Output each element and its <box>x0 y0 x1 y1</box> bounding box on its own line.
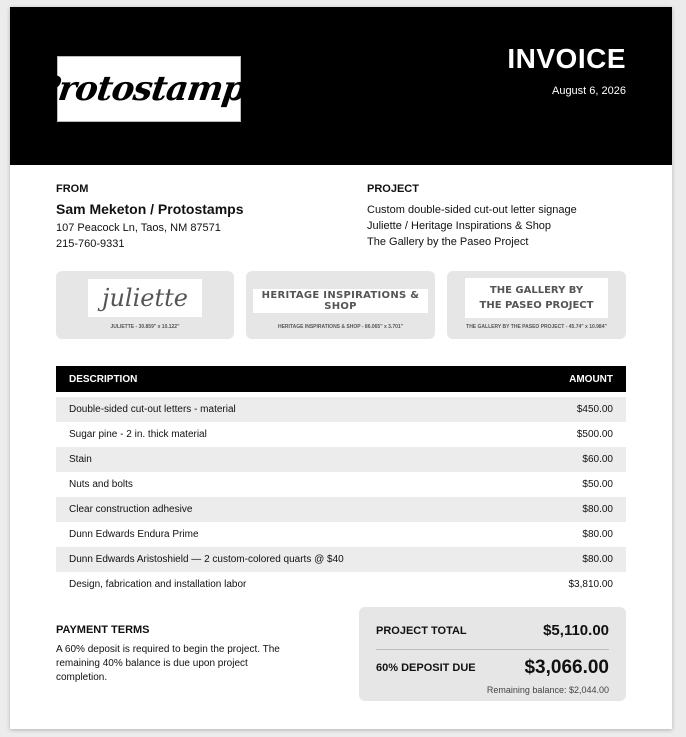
row-amount: $60.00 <box>582 454 613 465</box>
row-description: Dunn Edwards Aristoshield — 2 custom-colored quarts @ $40 <box>69 554 344 565</box>
project-line: Juliette / Heritage Inspirations & Shop <box>367 220 552 232</box>
from-label: FROM <box>56 183 89 195</box>
company-logo <box>31 56 267 122</box>
table-row <box>56 447 626 472</box>
invoice-title: INVOICE <box>507 43 626 74</box>
row-description: Double-sided cut-out letters - material <box>69 404 236 415</box>
table-row <box>56 572 626 597</box>
table-header <box>56 366 626 392</box>
row-description: Stain <box>69 454 92 465</box>
invoice-page <box>10 7 672 729</box>
project-total-label: PROJECT TOTAL <box>376 625 467 637</box>
sign-text: HERITAGE INSPIRATIONS & SHOP <box>261 290 420 312</box>
row-description: Clear construction adhesive <box>69 504 193 515</box>
table-row <box>56 422 626 447</box>
row-amount: $3,810.00 <box>568 579 613 590</box>
payment-terms-text: A 60% deposit is required to begin the project. The remaining 40% balance is due upon project completion. <box>56 644 280 683</box>
from-name: Sam Meketon / Protostamps <box>56 201 244 217</box>
row-amount: $80.00 <box>582 529 613 540</box>
totals-box <box>359 607 626 701</box>
row-description: Sugar pine - 2 in. thick material <box>69 429 207 440</box>
row-description: Dunn Edwards Endura Prime <box>69 529 199 540</box>
row-amount: $50.00 <box>582 479 613 490</box>
from-phone: 215-760-9331 <box>56 238 125 250</box>
from-address: 107 Peacock Ln, Taos, NM 87571 <box>56 222 221 234</box>
logo-wordmark: Protostamps <box>31 69 267 109</box>
sign-caption: HERITAGE INSPIRATIONS & SHOP - 86.065" x 3.701" <box>277 324 404 330</box>
deposit-label: 60% DEPOSIT DUE <box>376 662 476 674</box>
project-line: Custom double-sided cut-out letter signage <box>367 204 577 216</box>
project-total-value: $5,110.00 <box>543 622 609 639</box>
table-row <box>56 472 626 497</box>
row-amount: $500.00 <box>576 429 613 440</box>
sign-text: THE PASEO PROJECT <box>479 300 594 311</box>
sign-image <box>465 278 608 318</box>
row-amount: $80.00 <box>582 554 613 565</box>
column-header-description: DESCRIPTION <box>69 374 138 385</box>
sign-caption: JULIETTE - 30.859" x 10.122" <box>110 324 180 330</box>
table-row <box>56 497 626 522</box>
remaining-balance: Remaining balance: $2,044.00 <box>486 685 609 695</box>
row-description: Nuts and bolts <box>69 479 133 490</box>
row-description: Design, fabrication and installation labor <box>69 579 247 590</box>
sign-text: THE GALLERY BY <box>489 285 584 296</box>
deposit-value: $3,066.00 <box>524 657 609 678</box>
totals-divider <box>376 649 609 650</box>
sign-caption: THE GALLERY BY THE PASEO PROJECT - 45.74" x 10.984" <box>466 324 607 330</box>
table-row <box>56 522 626 547</box>
row-amount: $80.00 <box>582 504 613 515</box>
sign-card-juliette <box>56 271 234 339</box>
row-amount: $450.00 <box>576 404 613 415</box>
sign-image <box>88 279 202 317</box>
project-label: PROJECT <box>367 183 419 195</box>
invoice-header <box>10 7 672 165</box>
payment-terms-label: PAYMENT TERMS <box>56 624 150 636</box>
column-header-amount: AMOUNT <box>569 374 613 385</box>
sign-card-gallery <box>447 271 626 339</box>
sign-card-heritage <box>246 271 435 339</box>
sign-image <box>253 289 428 313</box>
table-row <box>56 397 626 422</box>
project-line: The Gallery by the Paseo Project <box>367 236 529 248</box>
invoice-date: August 6, 2026 <box>551 85 626 97</box>
table-row <box>56 547 626 572</box>
sign-text: juliette <box>102 284 188 312</box>
